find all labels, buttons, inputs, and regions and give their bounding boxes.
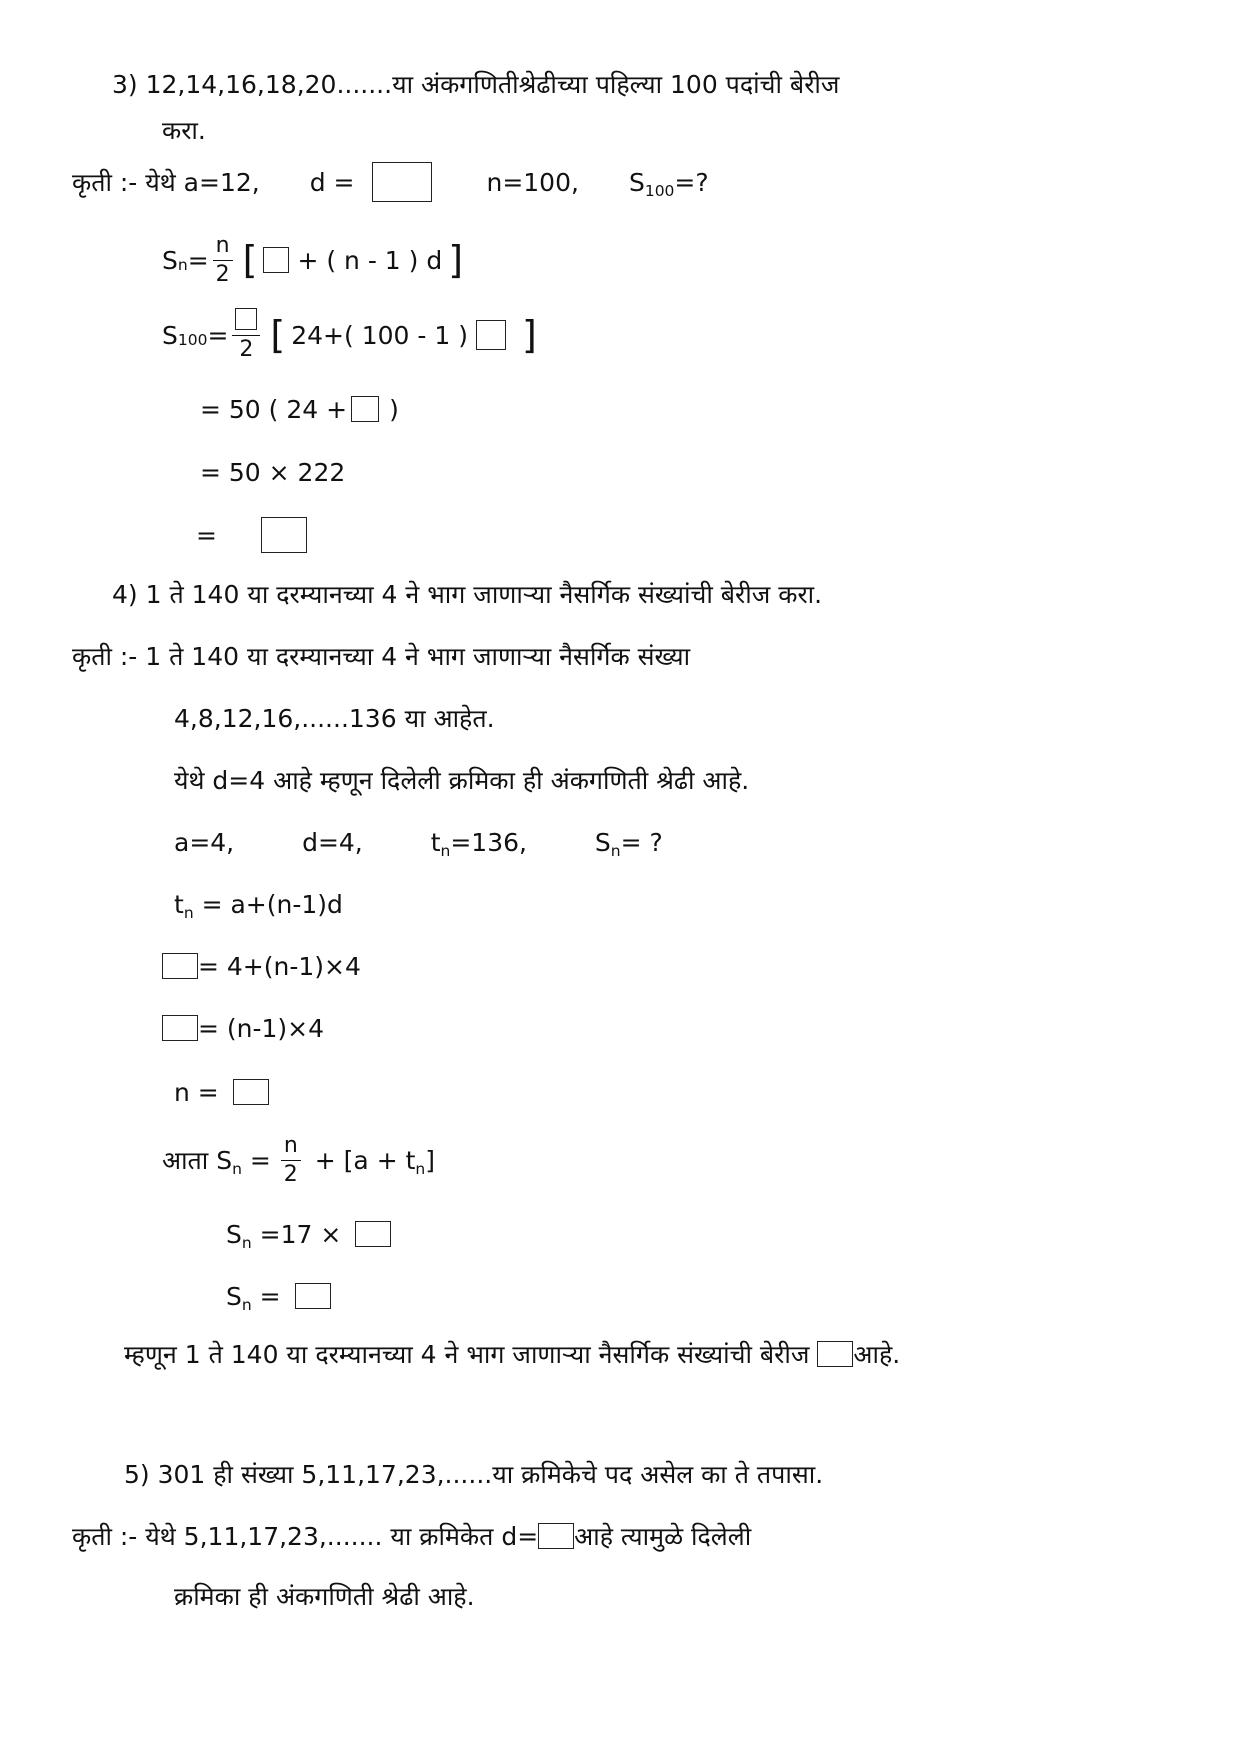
q3-title: 3) 12,14,16,18,20.......या अंकगणितीश्रेढीच्या पहिल्या 100 पदांची बेरीज <box>112 70 840 99</box>
q4-sn-line: $S_n$ = <box>226 1280 331 1312</box>
q3-s100-answer-box[interactable] <box>261 517 307 553</box>
q5-line2: क्रमिका ही अंकगणिती श्रेढी आहे. <box>174 1582 475 1611</box>
q4-n-over-2-fraction: $\frac{n}{2}$ <box>281 1133 301 1187</box>
q3-step-4: = 50 × 222 <box>200 458 346 487</box>
q4-tn-formula: $t_n = a+(n-1)d$ <box>174 890 343 923</box>
q3-step-3: = 50 ( 24 + ) <box>200 394 399 424</box>
q3-n-value: n=100, <box>486 167 579 197</box>
q3-kruti-line <box>72 160 709 204</box>
q4-n-box[interactable] <box>233 1079 269 1105</box>
q3-first-term-box[interactable] <box>263 247 289 273</box>
q4-sn17-line: $S_n =17$ × <box>226 1218 391 1250</box>
q4-ata-formula: आता $S_n$ = $\frac{n}{2}$ + $[a + t_n]$ <box>162 1133 435 1187</box>
q3-step-box[interactable] <box>351 396 379 422</box>
q3-d-label: d = <box>309 167 355 197</box>
q3-kruti: कृती :- येथे a=12, <box>72 167 260 197</box>
q5-d-box[interactable] <box>538 1523 574 1549</box>
q4-sn-answer-box[interactable] <box>295 1283 331 1309</box>
q3-s-label: $S_{100}=$? <box>628 167 709 200</box>
q4-n-line: n = <box>174 1076 269 1108</box>
q5-title: 5) 301 ही संख्या 5,11,17,23,......या क्रमिकेचे पद असेल का ते तपासा. <box>124 1460 824 1489</box>
q4-box-line-1: = 4+(n-1)×4 <box>162 950 361 982</box>
q4-kruti: कृती :- 1 ते 140 या दरम्यानच्या 4 ने भाग जाणाऱ्या नैसर्गिक संख्या <box>72 642 691 671</box>
q4-title: 4) 1 ते 140 या दरम्यानच्या 4 ने भाग जाणाऱ्या नैसर्गिक संख्यांची बेरीज करा. <box>112 580 823 609</box>
q3-title-cont: करा. <box>162 116 206 145</box>
q3-d-answer-box[interactable] <box>372 162 432 202</box>
q4-ap-note: येथे d=4 आहे म्हणून दिलेली क्रमिका ही अंकगणिती श्रेढी आहे. <box>174 766 750 795</box>
q3-n-numerator-box[interactable] <box>235 308 257 330</box>
q3-d-box-2[interactable] <box>476 320 506 350</box>
q4-terms: 4,8,12,16,......136 या आहेत. <box>174 704 495 733</box>
q4-values: a=4, d=4, $t_n=136$, $S_n=$ ? <box>174 828 663 861</box>
q3-step-5: = <box>196 516 307 554</box>
q4-diff-box[interactable] <box>162 1015 198 1041</box>
q4-conclusion: म्हणून 1 ते 140 या दरम्यानच्या 4 ने भाग जाणाऱ्या नैसर्गिक संख्यांची बेरीज आहे. <box>124 1339 901 1369</box>
q4-final-answer-box[interactable] <box>817 1341 853 1367</box>
q4-tn-box[interactable] <box>162 953 198 979</box>
q3-formula-s100: S 100 = 2 [ 24+( 100 - 1 ) ] <box>162 302 543 368</box>
q4-sum-term-box[interactable] <box>355 1221 391 1247</box>
box-over-2-fraction: 2 <box>232 308 260 362</box>
q3-formula-sn: S n = $\frac{n}{2}$ [ + ( n - 1 ) d ] <box>162 233 464 287</box>
q5-kruti-line: कृती :- येथे 5,11,17,23,....... या क्रमिकेत d= आहे त्यामुळे दिलेली <box>72 1521 752 1551</box>
q4-box-line-2: = (n-1)×4 <box>162 1012 324 1044</box>
n-over-2-fraction: $\frac{n}{2}$ <box>213 233 233 287</box>
